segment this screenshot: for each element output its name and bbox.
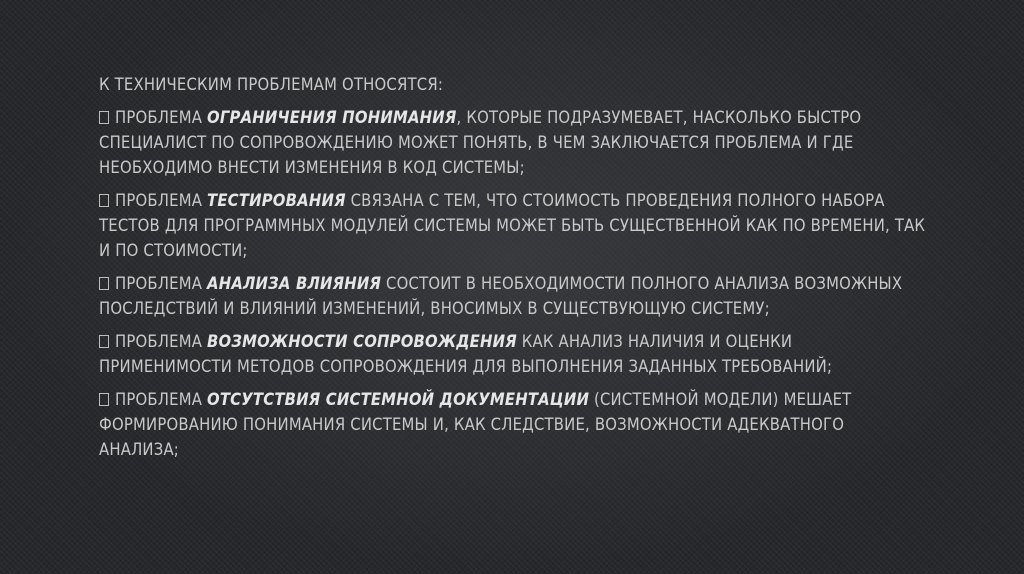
list-item [99,387,929,462]
item-emphasis: ОТСУТСТВИЯ СИСТЕМНОЙ ДОКУМЕНТАЦИИ [207,390,590,409]
item-prefix: ПРОБЛЕМА [115,390,203,409]
item-text: КАК АНАЛИЗ НАЛИЧИЯ И ОЦЕНКИ ПРИМЕНИМОСТИ МЕТОДОВ СОПРОВОЖДЕНИЯ ДЛЯ ВЫПОЛНЕНИЯ ЗАДАННЫХ ТРЕБОВАНИЙ; [99,332,833,376]
item-emphasis: ТЕСТИРОВАНИЯ [207,191,346,210]
list-item [99,329,929,379]
intro-text: К ТЕХНИЧЕСКИМ ПРОБЛЕМАМ ОТНОСЯТСЯ: [99,75,444,94]
item-text: СВЯЗАНА С ТЕМ, ЧТО СТОИМОСТЬ ПРОВЕДЕНИЯ ПОЛНОГО НАБОРА ТЕСТОВ ДЛЯ ПРОГРАММНЫХ МОДУЛЕЙ СИСТЕМЫ МОЖЕТ БЫТЬ СУЩЕСТВЕННОЙ КАК ПО ВРЕМЕНИ, ТАК И ПО СТОИМОСТИ; [99,191,926,260]
item-text: (СИСТЕМНОЙ МОДЕЛИ) МЕШАЕТ ФОРМИРОВАНИЮ ПОНИМАНИЯ СИСТЕМЫ И, КАК СЛЕДСТВИЕ, ВОЗМОЖНОСТИ АДЕКВАТНОГО АНАЛИЗА; [99,390,852,459]
bullet-icon [99,277,109,290]
item-prefix: ПРОБЛЕМА [115,332,203,351]
item-text: СОСТОИТ В НЕОБХОДИМОСТИ ПОЛНОГО АНАЛИЗА ВОЗМОЖНЫХ ПОСЛЕДСТВИЙ И ВЛИЯНИЙ ИЗМЕНЕНИЙ, ВНОСИМЫХ В СУЩЕСТВУЮЩУЮ СИСТЕМУ; [99,274,903,318]
item-text: , КОТОРЫЕ ПОДРАЗУМЕВАЕТ, НАСКОЛЬКО БЫСТРО СПЕЦИАЛИСТ ПО СОПРОВОЖДЕНИЮ МОЖЕТ ПОНЯТЬ, В ЧЕМ ЗАКЛЮЧАЕТСЯ ПРОБЛЕМА И ГДЕ НЕОБХОДИМО ВНЕСТИ ИЗМЕНЕНИЯ В КОД СИСТЕМЫ; [99,108,862,177]
item-prefix: ПРОБЛЕМА [115,191,203,210]
bullet-icon [99,194,109,207]
bullet-icon [99,393,109,406]
list-item [99,105,929,180]
slide-content [99,72,929,470]
item-emphasis: АНАЛИЗА ВЛИЯНИЯ [207,274,382,293]
item-emphasis: ВОЗМОЖНОСТИ СОПРОВОЖДЕНИЯ [207,332,517,351]
bullet-icon [99,111,109,124]
bullet-icon [99,335,109,348]
item-prefix: ПРОБЛЕМА [115,108,203,127]
list-item [99,271,929,321]
item-prefix: ПРОБЛЕМА [115,274,203,293]
item-emphasis: ОГРАНИЧЕНИЯ ПОНИМАНИЯ [207,108,457,127]
list-item [99,188,929,263]
